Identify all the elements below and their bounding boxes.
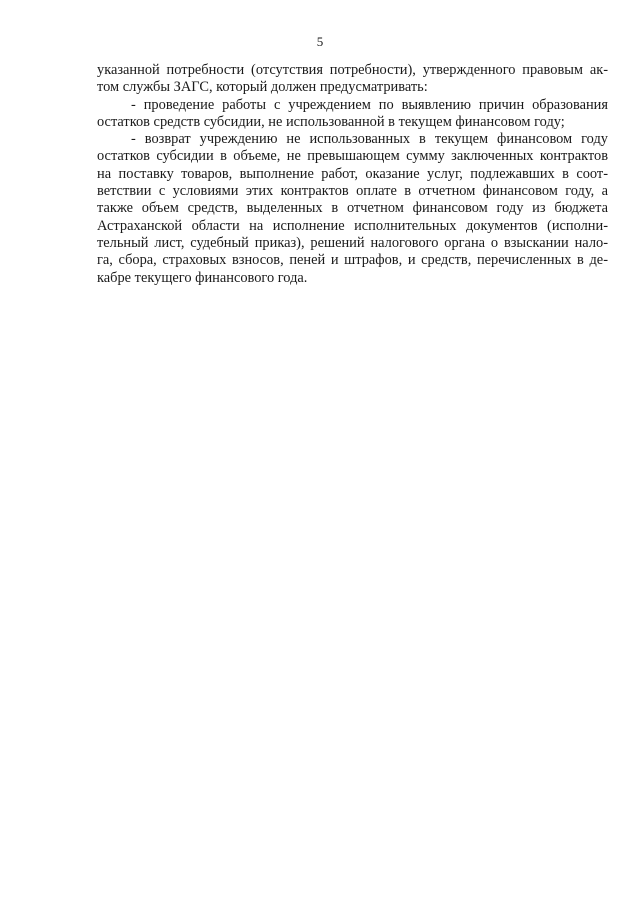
text-line: указанной потребности (отсутствия потребности), утвержденного правовым ак- xyxy=(97,62,608,78)
text-line: га, сбора, страховых взносов, пеней и штрафов, и средств, перечисленных в де- xyxy=(97,252,608,269)
text-line: Астраханской области на исполнение исполнительных документов (исполни- xyxy=(97,217,608,234)
text-line: остатков средств субсидии, не использованной в текущем финансовом году; xyxy=(97,113,565,130)
text-line: остатков субсидии в объеме, не превышающем сумму заключенных контрактов xyxy=(97,148,608,165)
page-number: 5 xyxy=(316,34,324,49)
text-line: тельный лист, судебный приказ), решений налогового органа о взыскании нало- xyxy=(97,234,608,251)
text-line: также объем средств, выделенных в отчетном финансовом году из бюджета xyxy=(97,200,608,217)
text-line: ветствии с условиями этих контрактов оплате в отчетном финансовом году, а xyxy=(97,183,608,200)
list-item-line: - проведение работы с учреждением по выявлению причин образования xyxy=(131,96,608,113)
text-line: кабре текущего финансового года. xyxy=(97,269,308,286)
body-text xyxy=(97,62,608,287)
list-item-line: - возврат учреждению не использованных в текущем финансовом году xyxy=(131,131,608,148)
text-line: том службы ЗАГС, который должен предусматривать: xyxy=(97,79,428,96)
text-line: на поставку товаров, выполнение работ, оказание услуг, подлежавших в соот- xyxy=(97,165,608,182)
